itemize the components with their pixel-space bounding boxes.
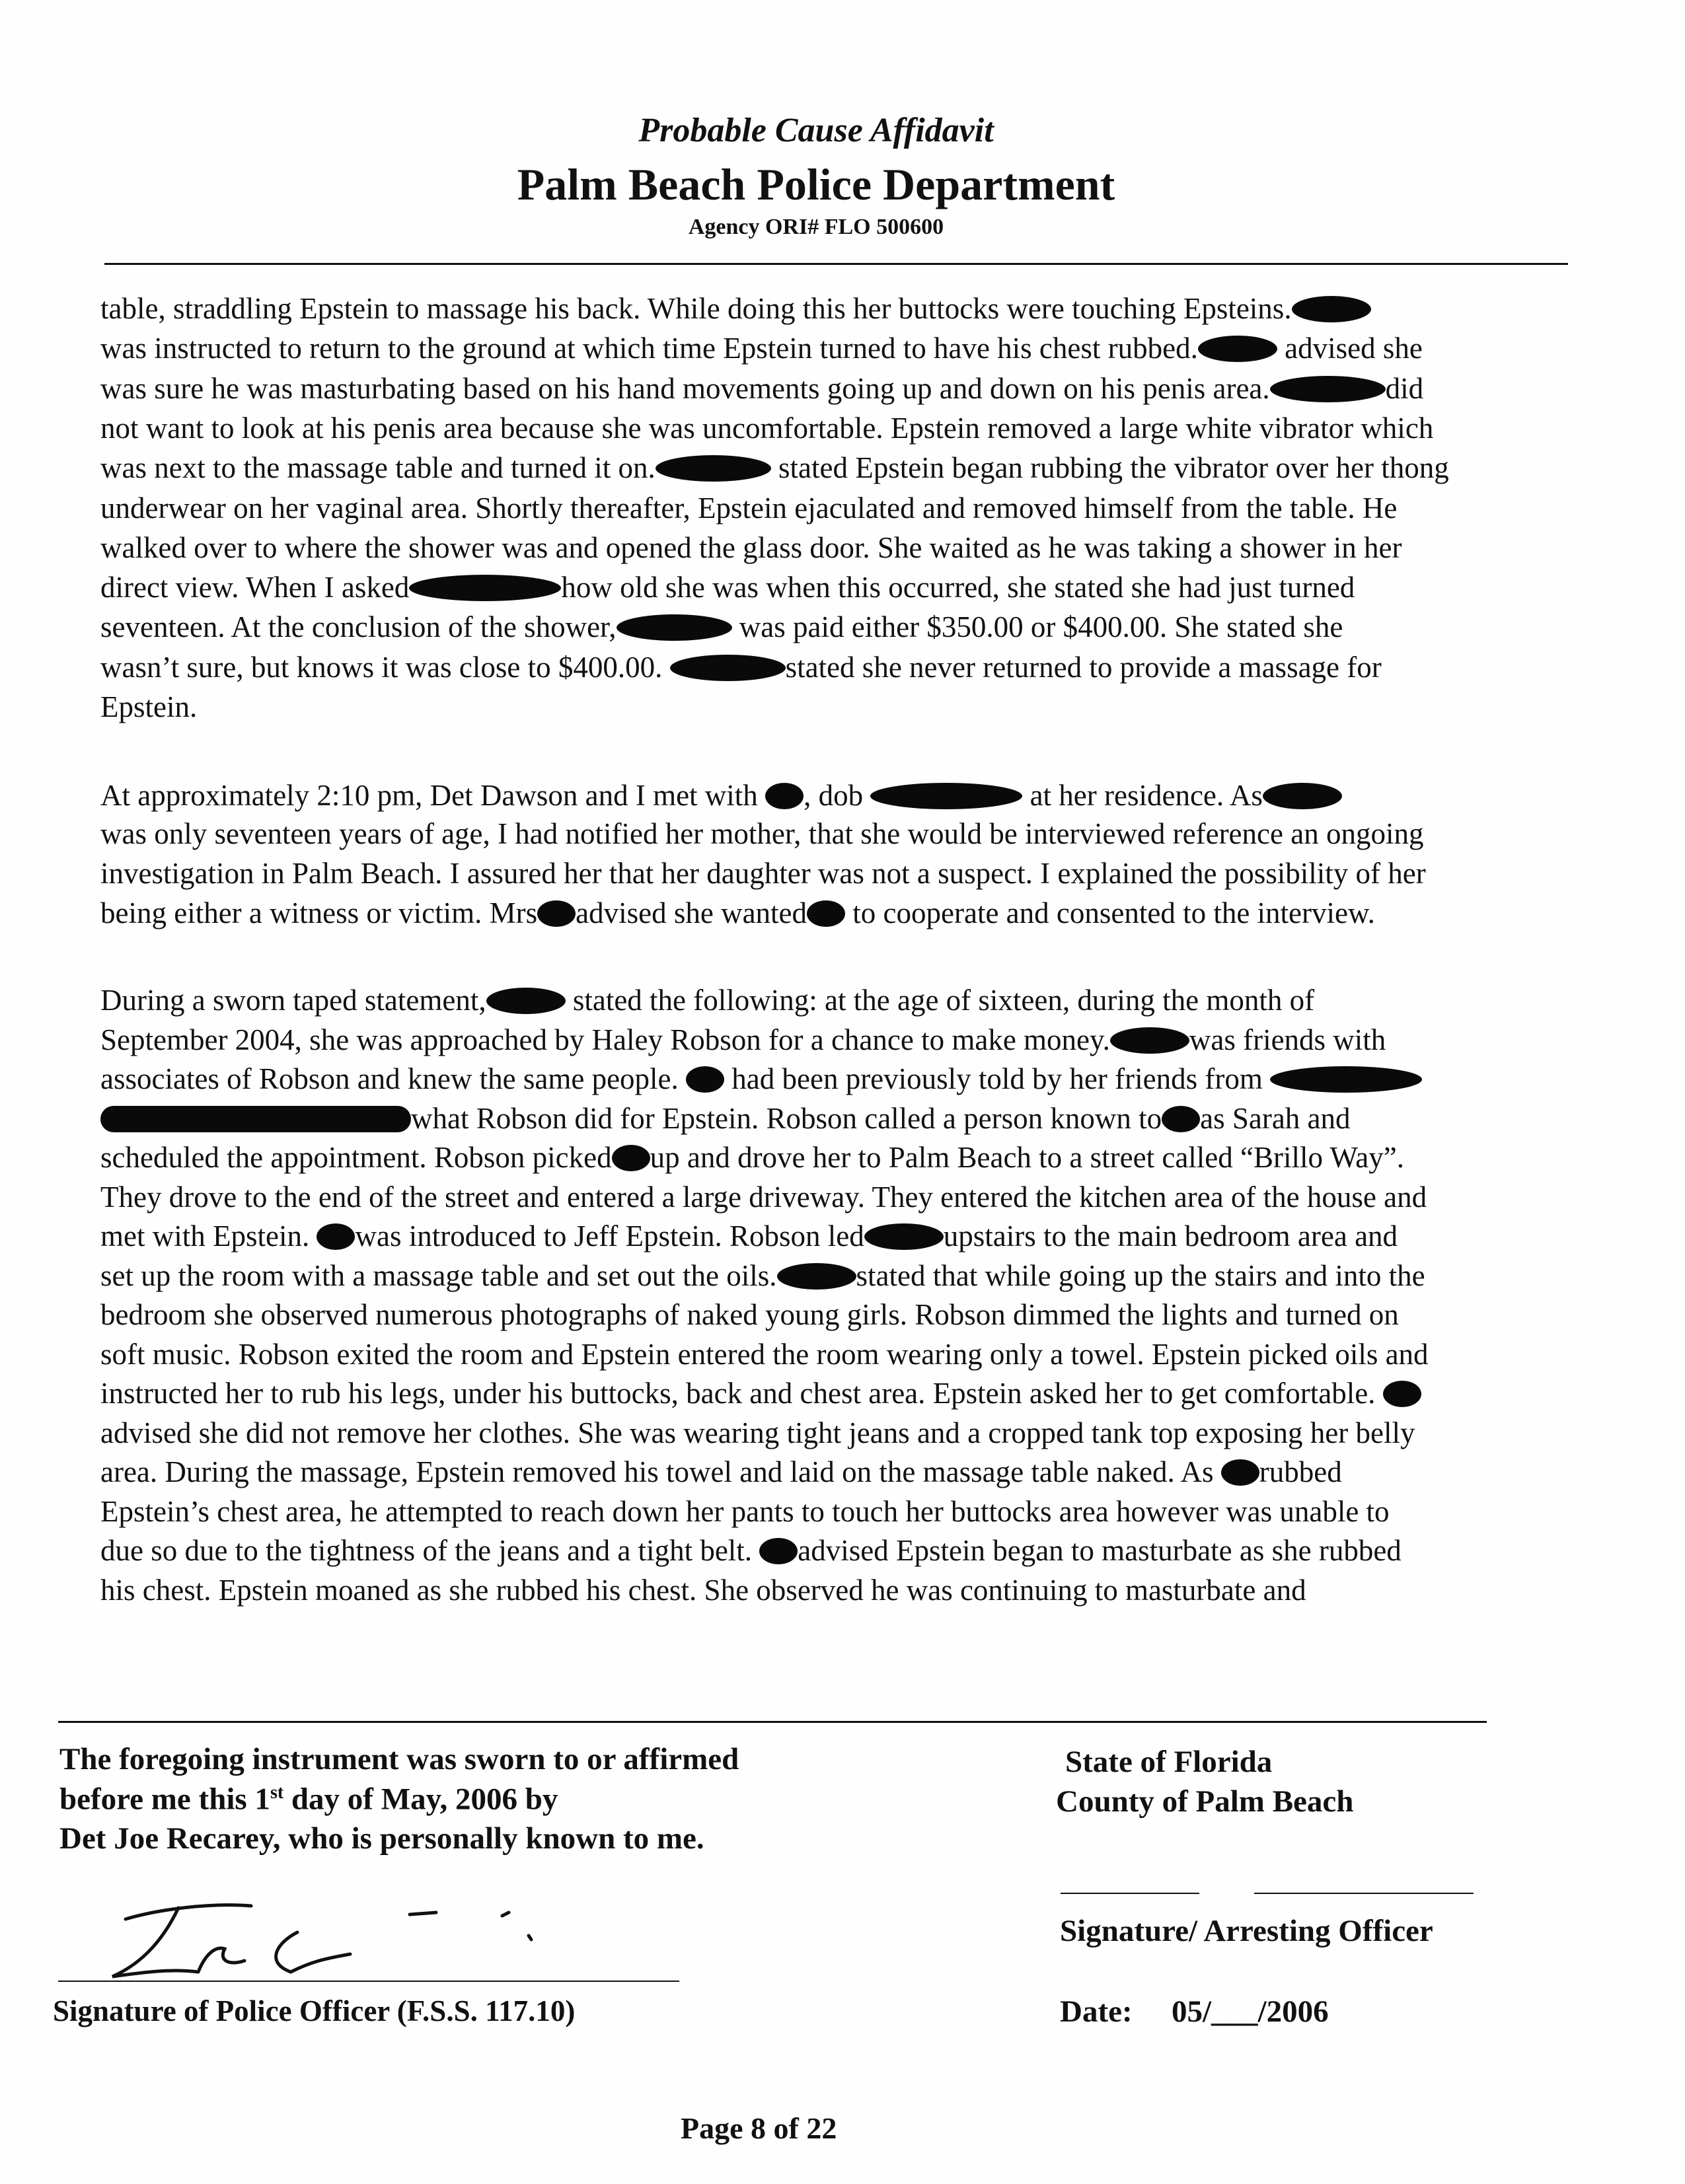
body-line: [100, 294, 1371, 324]
body-text: upstairs to the main bedroom area and: [943, 1219, 1398, 1253]
body-line: [100, 612, 1343, 642]
body-line: [100, 1180, 1427, 1214]
body-line: [100, 859, 1426, 889]
body-text: advised she did not remove her clothes. She was wearing tight jeans and a cropped tank top exposing her belly: [100, 1416, 1415, 1449]
department-name: Palm Beach Police Department: [517, 159, 1115, 209]
body-text: Epstein’s chest area, he attempted to reach down her pants to touch her buttocks area however was unable to: [100, 1494, 1390, 1528]
body-line: [100, 1025, 1386, 1055]
body-line: [100, 334, 1423, 363]
footer-divider: [58, 1721, 1487, 1723]
officer-signature-label: Signature of Police Officer (F.S.S. 117.10): [53, 1994, 576, 2027]
body-line: [100, 1418, 1415, 1448]
body-text: was next to the massage table and turned it on.: [100, 451, 655, 485]
redaction-mark: [1221, 1459, 1259, 1486]
body-line: [100, 1536, 1402, 1566]
body-line: [100, 453, 1449, 483]
body-text: September 2004, she was approached by Haley Robson for a chance to make money.: [100, 1023, 1110, 1056]
body-text: up and drove her to Palm Beach to a street called “Brillo Way”.: [650, 1141, 1405, 1174]
body-line: [100, 530, 1402, 564]
date-value: 05/___/2006: [1172, 1994, 1329, 2029]
body-text: rubbed: [1259, 1455, 1342, 1488]
body-text: soft music. Robson exited the room and Epstein entered the room wearing only a towel. Epstein picked oils and: [100, 1337, 1429, 1371]
body-text: had been previously told by her friends from: [724, 1062, 1271, 1095]
redaction-mark: [655, 455, 771, 482]
body-text: was sure he was masturbating based on his hand movements going up and down on his penis area.: [100, 371, 1270, 405]
body-text: underwear on her vaginal area. Shortly thereafter, Epstein ejaculated and removed himself from the table. He: [100, 491, 1398, 525]
body-text: met with Epstein.: [100, 1219, 317, 1253]
redaction-mark: [617, 614, 732, 641]
body-text: associates of Robson and knew the same people.: [100, 1062, 687, 1095]
body-text: how old she was when this occurred, she stated she had just turned: [561, 571, 1355, 604]
body-text: stated the following: at the age of sixteen, during the month of: [565, 984, 1315, 1017]
county-label: County of Palm Beach: [1056, 1784, 1354, 1819]
redaction-mark: [1270, 1066, 1422, 1093]
agency-ori: Agency ORI# FLO 500600: [688, 215, 944, 239]
body-line: [100, 1573, 1306, 1607]
body-text: stated that while going up the stairs and into the: [856, 1258, 1425, 1292]
body-text: During a sworn taped statement,: [100, 984, 486, 1017]
body-text: wasn’t sure, but knows it was close to $400.00.: [100, 650, 670, 684]
arresting-signature-line-1: [1061, 1893, 1199, 1894]
redaction-mark: [1110, 1027, 1189, 1054]
body-line: [100, 1064, 1422, 1094]
redaction-mark: [612, 1145, 650, 1171]
body-text: investigation in Palm Beach. I assured her that her daughter was not a suspect. I explained the possibility of her: [100, 857, 1426, 890]
redaction-mark: [486, 988, 566, 1014]
oath-line-3: Det Joe Recarey, who is personally known to me.: [59, 1821, 704, 1856]
body-line: [100, 1379, 1421, 1408]
officer-signature-line: [58, 1981, 679, 1982]
body-text: direct view. When I asked: [100, 571, 410, 604]
arresting-signature-line-2: [1254, 1893, 1474, 1894]
body-text: what Robson did for Epstein. Robson called a person known to: [411, 1101, 1162, 1135]
redaction-mark: [1292, 296, 1371, 322]
body-text: not want to look at his penis area because she was uncomfortable. Epstein removed a large white vibrator which: [100, 411, 1434, 445]
officer-signature: [99, 1889, 562, 1988]
date-label: Date:: [1060, 1994, 1133, 2029]
page-number: Page 8 of 22: [681, 2111, 837, 2145]
redaction-mark: [870, 783, 1022, 809]
body-line: [100, 1337, 1429, 1371]
body-line: [100, 898, 1375, 928]
oath-line-2-end: day of May, 2006 by: [283, 1782, 558, 1817]
body-line: [100, 371, 1424, 405]
body-text: Epstein.: [100, 690, 198, 723]
redaction-mark: [777, 1263, 856, 1290]
body-text: stated she never returned to provide a massage for: [785, 650, 1382, 684]
body-text: walked over to where the shower was and opened the glass door. She waited as he was taking a shower in her: [100, 530, 1402, 564]
body-text: was introduced to Jeff Epstein. Robson led: [355, 1219, 864, 1253]
body-text: his chest. Epstein moaned as she rubbed his chest. She observed he was continuing to masturbate and: [100, 1573, 1306, 1607]
redaction-mark: [864, 1223, 944, 1250]
body-line: [100, 819, 1423, 849]
redaction-mark: [759, 1538, 798, 1564]
body-text: was paid either $350.00 or $400.00. She stated she: [731, 610, 1343, 644]
body-text: scheduled the appointment. Robson picked: [100, 1141, 612, 1174]
redaction-mark: [765, 783, 804, 809]
redaction-mark: [670, 655, 786, 681]
body-text: advised she wanted: [576, 896, 807, 929]
oath-line-1: The foregoing instrument was sworn to or affirmed: [59, 1742, 739, 1776]
body-line: [100, 1300, 1399, 1330]
body-text: At approximately 2:10 pm, Det Dawson and I met with: [100, 779, 766, 812]
redaction-mark: [537, 900, 576, 927]
body-line: [100, 781, 1342, 811]
redaction-mark: [686, 1066, 724, 1093]
body-text: seventeen. At the conclusion of the shower,: [100, 610, 617, 644]
document-type: Probable Cause Affidavit: [638, 112, 994, 149]
body-text: set up the room with a massage table and set out the oils.: [100, 1258, 777, 1292]
body-text: was only seventeen years of age, I had notified her mother, that she would be interviewed reference an ongoing: [100, 817, 1424, 850]
redaction-mark: [1198, 336, 1277, 362]
body-text: , dob: [804, 779, 871, 812]
body-text: due so due to the tightness of the jeans and a tight belt.: [100, 1534, 760, 1567]
body-text: stated Epstein began rubbing the vibrator over her thong: [770, 451, 1449, 485]
state-label: State of Florida: [1065, 1745, 1273, 1779]
redaction-mark: [317, 1223, 355, 1250]
redaction-mark: [100, 1106, 411, 1132]
body-text: instructed her to rub his legs, under his buttocks, back and chest area. Epstein asked her to get comfortable.: [100, 1377, 1383, 1410]
redaction-mark: [1383, 1381, 1421, 1407]
body-line: [100, 1494, 1390, 1528]
body-text: area. During the massage, Epstein removed his towel and laid on the massage table naked. As: [100, 1455, 1221, 1488]
body-text: to cooperate and consented to the interview.: [845, 896, 1375, 929]
body-line: [100, 411, 1434, 445]
body-text: table, straddling Epstein to massage his back. While doing this her buttocks were touching Epsteins.: [100, 292, 1292, 325]
oath-line-2: [59, 1784, 558, 1815]
body-line: [100, 692, 197, 722]
body-line: [100, 1457, 1342, 1487]
redaction-mark: [807, 900, 845, 927]
body-text: as Sarah and: [1200, 1101, 1351, 1135]
body-text: bedroom she observed numerous photographs of naked young girls. Robson dimmed the lights and turned on: [100, 1298, 1399, 1331]
body-line: [100, 1101, 1351, 1135]
body-text: advised Epstein began to masturbate as she rubbed: [798, 1534, 1402, 1567]
oath-line-2-start: before me this 1: [59, 1782, 270, 1817]
body-text: did: [1385, 371, 1424, 405]
body-line: [100, 986, 1314, 1015]
header-divider: [104, 263, 1568, 265]
body-text: was friends with: [1189, 1023, 1386, 1056]
oath-line-2-sup: st: [270, 1782, 284, 1803]
body-text: advised she: [1277, 332, 1423, 365]
redaction-mark: [1162, 1106, 1200, 1132]
body-line: [100, 1143, 1404, 1173]
body-text: was instructed to return to the ground at which time Epstein turned to have his chest rubbed.: [100, 332, 1198, 365]
body-line: [100, 650, 1382, 684]
body-text: at her residence. As: [1022, 779, 1263, 812]
redaction-mark: [1270, 376, 1386, 402]
body-line: [100, 1258, 1425, 1292]
redaction-mark: [1263, 783, 1342, 809]
body-line: [100, 573, 1355, 602]
arresting-signature-label: Signature/ Arresting Officer: [1060, 1914, 1433, 1948]
redaction-mark: [409, 575, 561, 601]
body-line: [100, 493, 1397, 523]
body-line: [100, 1221, 1398, 1251]
body-text: They drove to the end of the street and entered a large driveway. They entered the kitchen area of the house and: [100, 1180, 1427, 1214]
body-text: being either a witness or victim. Mrs: [100, 896, 538, 929]
